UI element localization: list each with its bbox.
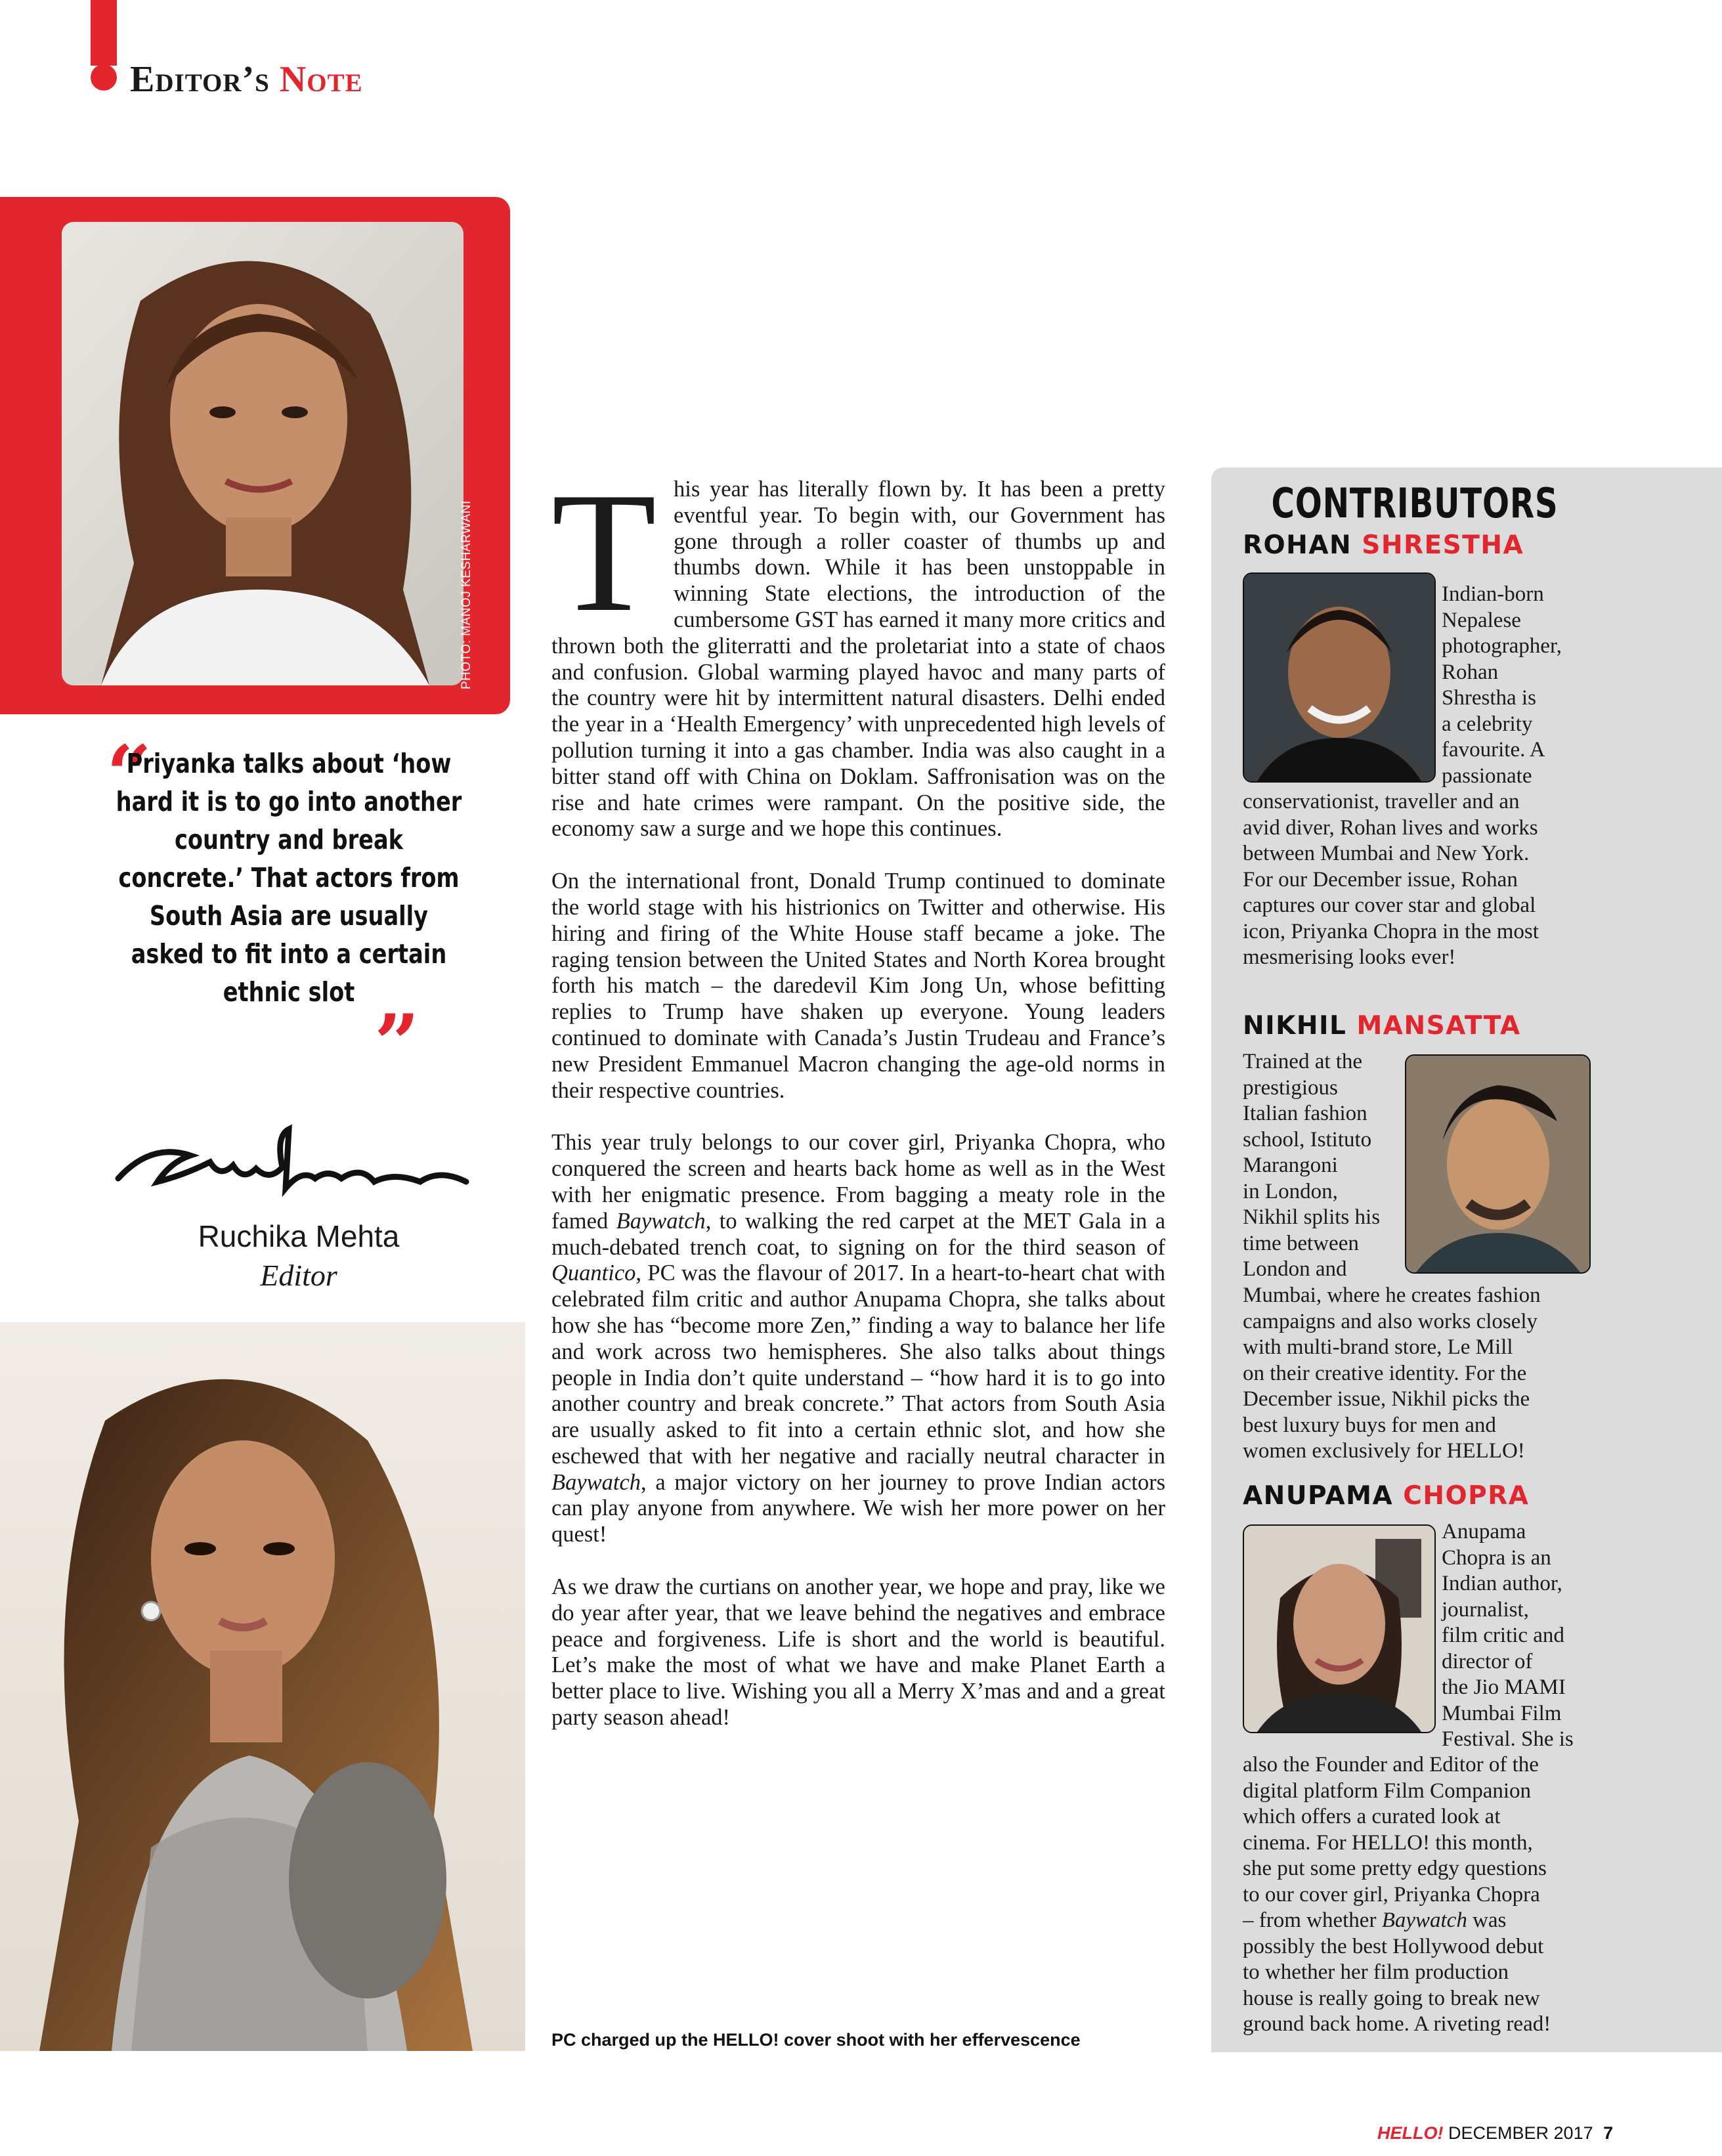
footer-brand: HELLO! [1377, 2123, 1444, 2143]
bio-line: house is really going to break new [1243, 1986, 1540, 2010]
section-title-word1: Editor’s [130, 59, 270, 100]
contributor-3-bio-full [1243, 1752, 1709, 2038]
bio-line: which offers a curated look at [1243, 1805, 1501, 1828]
bio-line: avid diver, Rohan lives and works [1243, 815, 1538, 840]
cover-girl-photo [0, 1322, 525, 2051]
editor-name: Ruchika Mehta [198, 1219, 400, 1253]
bio-line: campaigns and also works closely [1243, 1309, 1538, 1333]
nikhil-portrait-image [1406, 1056, 1589, 1272]
bio-line: cinema. For HELLO! this month, [1243, 1830, 1533, 1855]
editor-photo [62, 222, 463, 685]
contributor-1-bio-side [1442, 582, 1717, 789]
bio-line: icon, Priyanka Chopra in the most [1243, 919, 1539, 943]
bio-line: Italian fashion [1243, 1102, 1367, 1125]
contributor-1-name: ROHAN SHRESTHA [1243, 530, 1524, 560]
bio-line: Shrestha is [1442, 686, 1536, 710]
bio-line: school, Istituto [1243, 1127, 1372, 1152]
bio-line: on their creative identity. For the [1243, 1361, 1527, 1385]
header-accent-bar [91, 0, 117, 66]
contributor-3-name: ANUPAMA CHOPRA [1243, 1481, 1530, 1511]
bio-line: to whether her film production [1243, 1960, 1509, 1984]
bio-line: also the Founder and Editor of the [1243, 1753, 1539, 1777]
section-title-word2: Note [279, 59, 363, 100]
bio-line: favourite. A [1442, 738, 1545, 762]
footer-issue: DECEMBER 2017 [1448, 2123, 1593, 2143]
bio-line: possibly the best Hollywood debut [1243, 1934, 1544, 1958]
contributor-3-bio-line-italic: – from whether Baywatch was [1243, 1908, 1507, 1932]
bio-line: Nikhil splits his [1243, 1205, 1381, 1229]
quote-open-icon: “ [106, 728, 152, 821]
bio-line: Mumbai Film [1442, 1701, 1562, 1725]
bio-line: director of [1442, 1649, 1533, 1673]
bio-line: Indian-born [1442, 582, 1544, 606]
contributor-2-name: NIKHIL MANSATTA [1243, 1011, 1521, 1041]
bio-line: Trained at the [1243, 1050, 1363, 1073]
bio-line: digital platform Film Companion [1243, 1779, 1532, 1803]
article-paragraph-3: This year truly belongs to our cover girl, Priyanka Chopra, who conquered the screen and hearts back home as well as in the West with her enigmatic presence. From bagging a meaty role in the famed Baywatch, to walking the red carpet at the MET Gala in a much-debated trench coat, to signing on for the third season of Quantico, PC was the flavour of 2017. In a heart-to-heart chat with celebrated film critic and author Anupama Chopra, she talks about how she has “become more Zen,” finding a way to balance her life and work across two hemispheres. She also talks about things people in India don’t quite understand – “how hard it is to go into another country and break concrete.” That actors from South Asia are usually asked to fit into a certain ethnic slot, and how she eschewed that with her negative and racially neutral character in Baywatch, a major victory on her journey to prove Indian actors can play anyone from anywhere. We wish her more power on her quest! [551, 1130, 1166, 1547]
page-number: 7 [1603, 2123, 1614, 2143]
article-paragraph-2: On the international front, Donald Trump continued to dominate the world stage with his histrionics on Twitter and otherwise. His hiring and firing of the White House staff became a joke. The raging tension between the United States and North Korea brought forth his match – the daredevil Kim Jong Un, whose befitting replies to Trump have shaken up everyone. Young leaders continued to dominate with Canada’s Justin Trudeau and France’s new President Emmanuel Macron changing the age-old norms in their respective countries. [551, 869, 1165, 1103]
bio-line: ground back home. A riveting read! [1243, 2012, 1551, 2036]
bio-line: passionate [1442, 764, 1532, 788]
bio-line: Marangoni [1243, 1153, 1338, 1177]
bio-line: captures our cover star and global [1243, 894, 1536, 917]
bio-line: Rohan [1442, 660, 1499, 684]
bio-line: mesmerising looks ever! [1243, 945, 1456, 969]
bio-line: photographer, [1442, 634, 1562, 658]
article-paragraph-1: This year has literally flown by. It has been a pretty eventful year. To begin with, our Government has gone through a roller coaster of thumbs up and thumbs down. While it has been unstoppable in winning State elections, the introduction of the cumbersome GST has earned it many more critics and thrown both the gliterratti and the proletariat into a state of chaos and confusion. Global warming played havoc and many parts of the country were hit by intermittent natural disasters. Delhi ended the year in a ‘Health Emergency’ with unprecedented high levels of pollution turning it into a gas chamber. India was also caught in a bitter stand off with China on Doklam. Saffronisation was on the rise and hate crimes were rampant. On the positive side, the economy saw a surge and we hope this continues. [551, 457, 1165, 842]
bio-line: film critic and [1442, 1624, 1564, 1647]
bio-line: Nepalese [1442, 608, 1521, 632]
photo-credit [460, 368, 479, 696]
contributor-1-bio-full [1243, 789, 1709, 971]
contributors-title: CONTRIBUTORS [1271, 479, 1559, 527]
quote-close-icon: ” [374, 997, 420, 1090]
contributor-2-bio-full [1243, 1283, 1709, 1465]
bio-line: journalist, [1442, 1597, 1529, 1622]
header-accent-dot [91, 64, 117, 91]
bio-line: a celebrity [1442, 712, 1533, 736]
editor-role: Editor [260, 1259, 337, 1292]
rohan-portrait-image [1244, 574, 1434, 781]
anupama-portrait-image [1244, 1526, 1434, 1732]
contributor-3-photo [1243, 1524, 1436, 1733]
cover-girl-image [0, 1322, 525, 2051]
signature-image [112, 1116, 479, 1215]
editor-portrait-image [62, 222, 463, 685]
svg-text:Ruchika: Ruchika [284, 1203, 307, 1210]
editor-signature [112, 1116, 479, 1215]
article-body [551, 457, 1166, 1757]
bio-line: she put some pretty edgy questions [1243, 1857, 1547, 1880]
drop-cap: T [551, 457, 657, 647]
bio-line: Anupama [1442, 1520, 1526, 1543]
bio-line: Chopra is an [1442, 1545, 1551, 1570]
bio-line: to our cover girl, Priyanka Chopra [1243, 1882, 1540, 1907]
pull-quote-text: Priyanka talks about ‘how hard it is to go into another country and break concrete.’ That actors from South Asia are usually asked to fit into a certain ethnic slot [116, 748, 462, 1008]
bio-line: London and [1243, 1257, 1347, 1281]
contributor-3-bio-side [1442, 1519, 1717, 1753]
bio-line: Festival. She is [1442, 1727, 1574, 1751]
bio-line: with multi-brand store, Le Mill [1243, 1335, 1513, 1359]
bio-line: conservationist, traveller and an [1243, 790, 1520, 813]
photo-credit-text: PHOTO: MANOJ KESHARWANI [460, 500, 473, 689]
bio-line: For our December issue, Rohan [1243, 867, 1518, 892]
bio-line: December issue, Nikhil picks the [1243, 1387, 1530, 1411]
contributor-2-photo [1405, 1054, 1591, 1274]
page-footer [1377, 2123, 1613, 2144]
contributor-1-photo [1243, 572, 1436, 783]
bio-line: in London, [1243, 1179, 1338, 1203]
bio-line: between Mumbai and New York. [1243, 842, 1530, 865]
bio-line: time between [1243, 1231, 1359, 1255]
bio-line: Mumbai, where he creates fashion [1243, 1283, 1541, 1307]
bio-line: best luxury buys for men and [1243, 1413, 1496, 1437]
bio-line: the Jio MAMI [1442, 1675, 1566, 1699]
bio-line: Indian author, [1442, 1572, 1562, 1595]
photo-caption: PC charged up the HELLO! cover shoot with her effervescence [551, 2030, 1081, 2050]
article-paragraph-4: As we draw the curtians on another year, we hope and pray, like we do year after year, that we leave behind the negatives and embrace peace and forgiveness. Life is short and the world is beautiful. Let’s make the most of what we have and make Planet Earth a better place to live. Wishing you all a Merry X’mas and and a great party season ahead! [551, 1574, 1165, 1731]
bio-line: women exclusively for HELLO! [1243, 1439, 1525, 1463]
bio-line: prestigious [1243, 1075, 1338, 1100]
section-title [130, 56, 363, 102]
